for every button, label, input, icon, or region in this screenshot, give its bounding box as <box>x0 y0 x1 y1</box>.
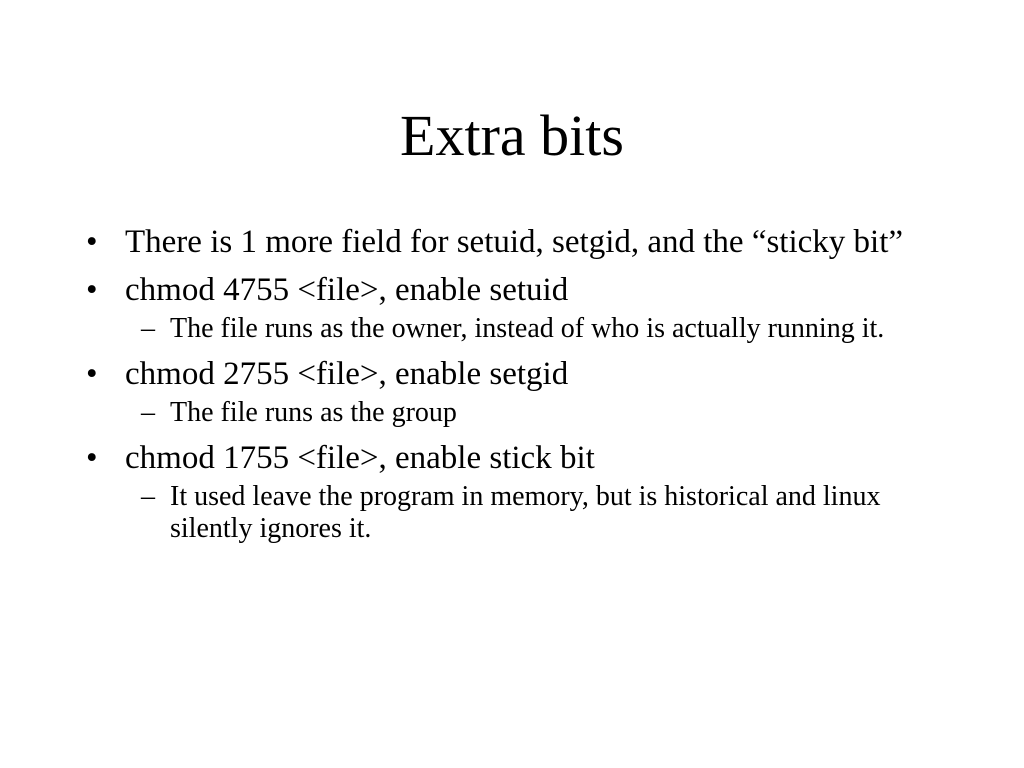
bullet-item <box>86 271 916 345</box>
sub-list <box>125 481 916 545</box>
bullet-item <box>86 355 916 429</box>
sub-list <box>125 313 916 345</box>
sub-text: The file runs as the owner, instead of who is actually running it. <box>170 313 885 344</box>
sub-item <box>125 313 916 345</box>
bullet-text: chmod 1755 <file>, enable stick bit <box>125 440 595 476</box>
sub-marker: – <box>141 481 155 512</box>
sub-item <box>125 481 916 545</box>
bullet-marker: • <box>86 272 98 308</box>
sub-item <box>125 397 916 429</box>
bullet-item <box>86 223 916 261</box>
sub-marker: – <box>141 313 155 344</box>
bullet-marker: • <box>86 224 98 260</box>
bullet-text: chmod 2755 <file>, enable setgid <box>125 356 569 392</box>
bullet-text: There is 1 more field for setuid, setgid, and the “sticky bit” <box>125 224 904 260</box>
bullet-marker: • <box>86 356 98 392</box>
bullet-item <box>86 439 916 545</box>
sub-text: It used leave the program in memory, but is historical and linux silently ignores it. <box>170 481 881 544</box>
bullet-marker: • <box>86 440 98 476</box>
bullet-list <box>86 223 916 555</box>
sub-text: The file runs as the group <box>170 397 457 428</box>
slide-title: Extra bits <box>400 103 624 168</box>
sub-list <box>125 397 916 429</box>
bullet-text: chmod 4755 <file>, enable setuid <box>125 272 569 308</box>
sub-marker: – <box>141 397 155 428</box>
